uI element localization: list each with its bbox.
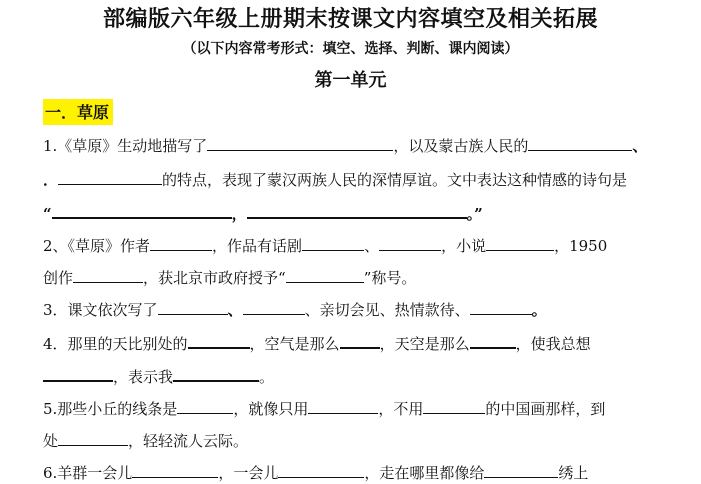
q1-text-3: 、 (632, 137, 648, 155)
q6-text-3: ，走在哪里都像给 (364, 464, 485, 482)
q5-text-3: ，不用 (378, 400, 424, 418)
q5-blank-3[interactable] (423, 397, 485, 414)
q1-blank-5[interactable] (247, 201, 467, 219)
q1-text-7: ， (231, 205, 247, 223)
q5-text-2: ，就像只用 (233, 400, 309, 418)
q4-text-3: ，天空是那么 (379, 335, 470, 353)
q1-blank-3[interactable] (58, 168, 162, 185)
q4-text-2: ，空气是那么 (249, 335, 340, 353)
question-1-line-3 (43, 201, 643, 225)
q3-blank-3[interactable] (470, 298, 532, 315)
q4-blank-2[interactable] (340, 331, 380, 349)
q2-text-5: ，1950 (554, 237, 608, 255)
q5-blank-1[interactable] (177, 397, 233, 414)
q1-text-5: 的特点，表现了蒙汉两族人民的深情厚谊。文中表达这种情感的诗句是 (162, 171, 628, 189)
q1-text-1: 1.《草原》生动地描写了 (43, 137, 208, 155)
q6-blank-3[interactable] (484, 461, 558, 478)
q2-text-8: ”称号。 (363, 269, 417, 287)
q3-text-2: 、 (227, 301, 243, 319)
q3-blank-1[interactable] (158, 298, 228, 315)
q4-blank-3[interactable] (470, 331, 516, 349)
q4-text-4: ，使我总想 (515, 335, 591, 353)
q2-text-4: ，小说 (441, 237, 487, 255)
unit-heading: 第一单元 (314, 70, 387, 91)
q4-text-5: ，表示我 (113, 368, 174, 386)
question-1-line-1 (43, 134, 648, 157)
question-5-line-2 (43, 429, 643, 452)
q6-blank-2[interactable] (278, 461, 364, 478)
q4-blank-4[interactable] (43, 364, 113, 382)
q2-text-3: 、 (364, 237, 380, 255)
q5-blank-4[interactable] (58, 429, 128, 446)
question-1-line-2 (43, 168, 643, 191)
q2-blank-4[interactable] (486, 234, 554, 251)
q4-blank-5[interactable] (173, 364, 259, 382)
q2-text-6: 创作 (43, 269, 74, 287)
q1-text-6: “ (43, 205, 52, 223)
q2-text-7: ，获北京市政府授予“ (143, 269, 286, 287)
q6-blank-1[interactable] (132, 461, 218, 478)
question-4-line-1 (43, 331, 643, 355)
q5-text-6: ，轻轻流人云际。 (128, 432, 249, 450)
q2-blank-2[interactable] (302, 234, 364, 251)
q3-text-1: 3．课文依次写了 (43, 301, 158, 319)
q1-text-2: ，以及蒙古族人民的 (393, 137, 529, 155)
question-2-line-2 (43, 266, 643, 289)
question-3-line-1 (43, 298, 643, 321)
question-2-line-1 (43, 234, 643, 257)
q1-blank-1[interactable] (207, 134, 393, 151)
page-title: 部编版六年级上册期末按课文内容填空及相关拓展 (102, 7, 598, 32)
q3-text-4: 。 (531, 301, 547, 319)
q5-blank-2[interactable] (308, 397, 378, 414)
q1-blank-4[interactable] (52, 201, 232, 219)
question-5-line-1 (43, 397, 643, 420)
q6-text-1: 6.羊群一会儿 (43, 464, 133, 482)
q2-blank-5[interactable] (73, 266, 143, 283)
q6-text-2: ，一会儿 (218, 464, 279, 482)
q3-text-3: 、亲切会见、热情款待、 (304, 301, 470, 319)
q2-blank-3[interactable] (379, 234, 441, 251)
question-4-line-2 (43, 364, 643, 388)
question-6-line-1 (43, 461, 643, 484)
q3-blank-2[interactable] (243, 298, 305, 315)
q2-text-2: ，作品有话剧 (212, 237, 303, 255)
page-subtitle: （以下内容常考形式：填空、选择、判断、课内阅读） (182, 41, 519, 57)
q2-blank-1[interactable] (150, 234, 212, 251)
section-heading: 一．草原 (43, 99, 113, 125)
q2-blank-6[interactable] (286, 266, 364, 283)
q6-text-4: 绣上 (558, 464, 589, 482)
q1-blank-2[interactable] (528, 134, 632, 151)
q4-text-6: 。 (259, 368, 275, 386)
q4-blank-1[interactable] (188, 331, 250, 349)
q4-text-1: 4．那里的天比别处的 (43, 335, 188, 353)
q5-text-1: 5.那些小丘的线条是 (43, 400, 178, 418)
q1-text-8: 。” (466, 205, 483, 223)
q2-text-1: 2、《草原》作者 (43, 237, 151, 255)
q5-text-5: 处 (43, 432, 59, 450)
q1-text-4: ． (43, 171, 59, 189)
q5-text-4: 的中国画那样，到 (485, 400, 606, 418)
